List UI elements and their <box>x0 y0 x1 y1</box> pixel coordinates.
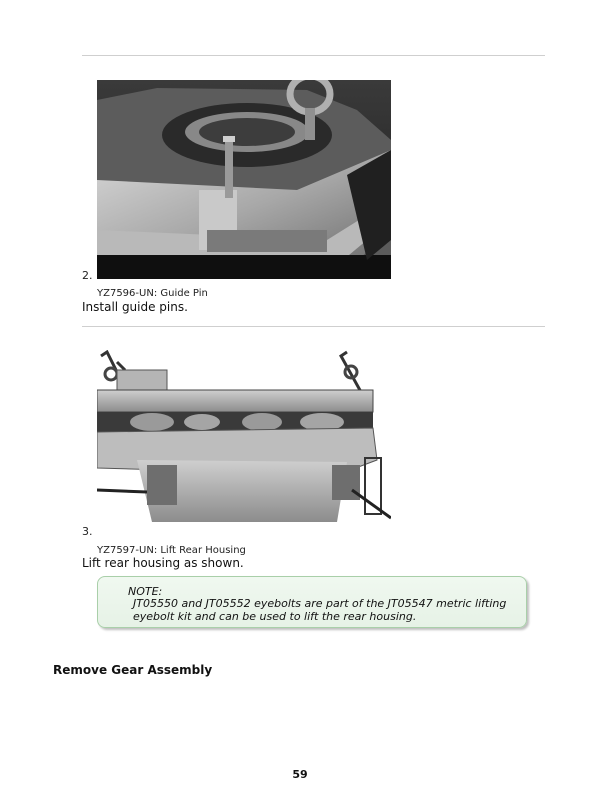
note-text: JT05550 and JT05552 eyebolts are part of the JT05547 metric lifting eyebolt kit and can be used to lift the rear housing. <box>133 597 507 623</box>
note-box <box>97 576 527 628</box>
figure-caption: YZ7597-UN: Lift Rear Housing <box>97 545 246 556</box>
note-label: NOTE: <box>128 585 163 598</box>
step-number: 3. <box>82 525 93 538</box>
page-number: 59 <box>292 768 308 781</box>
section-heading: Remove Gear Assembly <box>53 663 213 677</box>
step-number: 2. <box>82 269 93 282</box>
lift-rear-housing-photo <box>97 350 391 522</box>
figure-caption: YZ7596-UN: Guide Pin <box>97 288 208 299</box>
section-divider <box>82 326 545 327</box>
step-instruction: Install guide pins. <box>82 300 188 314</box>
guide-pin-photo <box>97 80 391 279</box>
step-instruction: Lift rear housing as shown. <box>82 556 244 570</box>
top-divider <box>82 55 545 56</box>
